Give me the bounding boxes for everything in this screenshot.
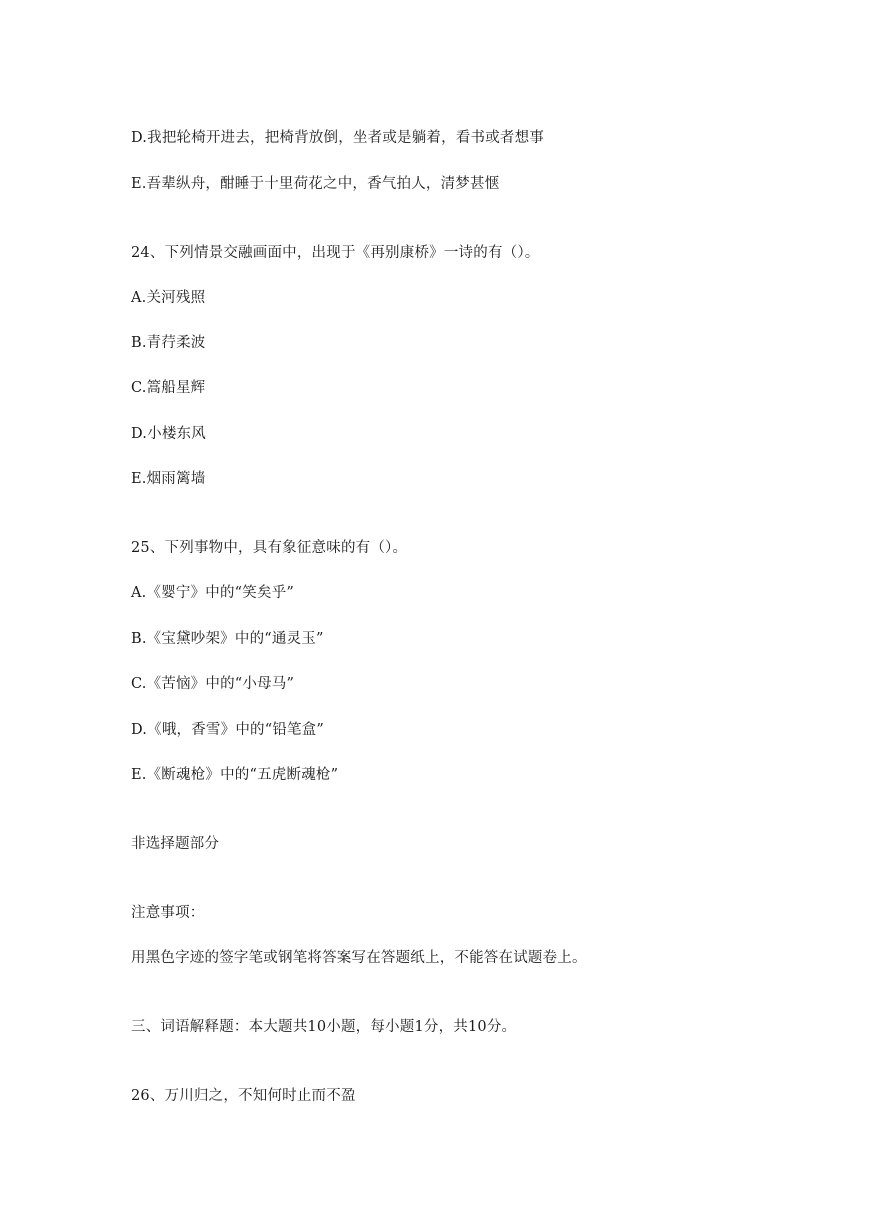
- notice-text: 用黑色字迹的签字笔或钢笔将答案写在答题纸上，不能答在试题卷上。: [131, 950, 587, 966]
- q24-option-e: E.烟雨篱墙: [131, 471, 206, 487]
- q25-question: 25、下列事物中，具有象征意味的有（）。: [131, 540, 408, 556]
- q25-option-d: D.《哦，香雪》中的“铅笔盒”: [131, 722, 325, 738]
- q24-option-a: A.关河残照: [131, 290, 206, 306]
- notice-heading: 注意事项：: [131, 905, 205, 921]
- q26-question: 26、万川归之，不知何时止而不盈: [131, 1088, 356, 1104]
- q25-option-b: B.《宝黛吵架》中的“通灵玉”: [131, 631, 324, 647]
- q24-option-d: D.小楼东风: [131, 426, 206, 442]
- q23-option-e: E.吾辈纵舟，酣睡于十里荷花之中，香气拍人，清梦甚惬: [131, 176, 500, 192]
- part-three-heading: 三、词语解释题：本大题共10小题，每小题1分，共10分。: [131, 1019, 517, 1035]
- q24-option-b: B.青荇柔波: [131, 335, 206, 351]
- q25-option-a: A.《婴宁》中的“笑矣乎”: [131, 585, 295, 601]
- q23-option-d: D.我把轮椅开进去，把椅背放倒，坐者或是躺着，看书或者想事: [131, 130, 545, 146]
- q25-option-e: E.《断魂枪》中的“五虎断魂枪”: [131, 767, 339, 783]
- q25-option-c: C.《苦恼》中的“小母马”: [131, 676, 295, 692]
- q24-option-c: C.篙船星辉: [131, 380, 206, 396]
- section-heading: 非选择题部分: [131, 836, 220, 852]
- q24-question: 24、下列情景交融画面中，出现于《再别康桥》一诗的有（）。: [131, 245, 540, 261]
